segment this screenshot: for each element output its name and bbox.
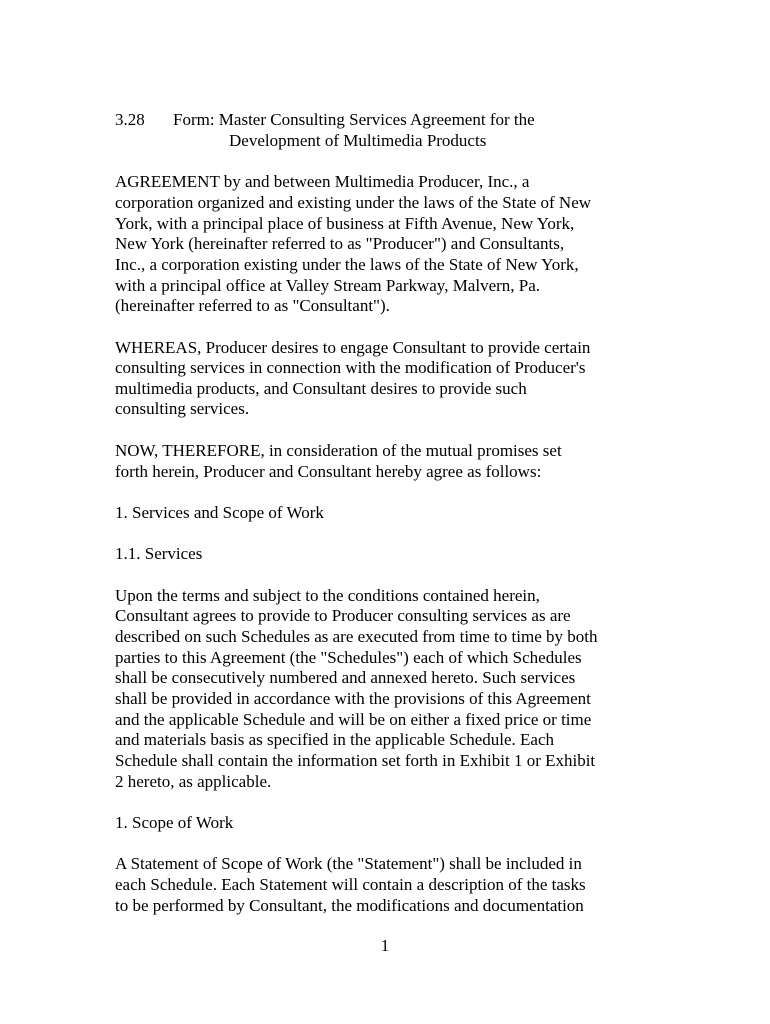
text-line: WHEREAS, Producer desires to engage Consultant to provide certain [115, 338, 591, 357]
text-line: corporation organized and existing under the laws of the State of New [115, 193, 592, 212]
text-line: shall be consecutively numbered and annexed hereto. Such services [115, 668, 576, 687]
section-number: 3.28 [115, 110, 145, 129]
text-line: New York (hereinafter referred to as "Producer") and Consultants, [115, 234, 565, 253]
text-line: described on such Schedules as are executed from time to time by both [115, 627, 598, 646]
document-title-line-1: Form: Master Consulting Services Agreement for the [173, 110, 535, 129]
text-line: Upon the terms and subject to the conditions contained herein, [115, 586, 540, 605]
text-line: (hereinafter referred to as "Consultant"). [115, 296, 390, 315]
text-line: multimedia products, and Consultant desires to provide such [115, 379, 527, 398]
section-1-1-title: 1.1. Services [115, 544, 203, 563]
text-line: to be performed by Consultant, the modifications and documentation [115, 896, 584, 915]
text-line: consulting services in connection with the modification of Producer's [115, 358, 586, 377]
page-number: 1 [380, 936, 390, 955]
document-title-line-2: Development of Multimedia Products [229, 131, 487, 150]
text-line: NOW, THEREFORE, in consideration of the mutual promises set [115, 441, 562, 460]
text-line: shall be provided in accordance with the provisions of this Agreement [115, 689, 591, 708]
text-line: parties to this Agreement (the "Schedules") each of which Schedules [115, 648, 582, 667]
text-line: and the applicable Schedule and will be on either a fixed price or time [115, 710, 592, 729]
text-line: with a principal office at Valley Stream Parkway, Malvern, Pa. [115, 276, 541, 295]
text-line: AGREEMENT by and between Multimedia Producer, Inc., a [115, 172, 530, 191]
text-line: Inc., a corporation existing under the laws of the State of New York, [115, 255, 579, 274]
scope-of-work-title: 1. Scope of Work [115, 813, 234, 832]
text-line: A Statement of Scope of Work (the "Statement") shall be included in [115, 854, 582, 873]
text-line: Schedule shall contain the information set forth in Exhibit 1 or Exhibit [115, 751, 596, 770]
text-line: York, with a principal place of business at Fifth Avenue, New York, [115, 214, 575, 233]
section-1-title: 1. Services and Scope of Work [115, 503, 324, 522]
text-line: and materials basis as specified in the applicable Schedule. Each [115, 730, 555, 749]
text-line: Consultant agrees to provide to Producer consulting services as are [115, 606, 571, 625]
text-line: each Schedule. Each Statement will contain a description of the tasks [115, 875, 586, 894]
text-line: forth herein, Producer and Consultant hereby agree as follows: [115, 462, 542, 481]
text-line: consulting services. [115, 399, 250, 418]
text-line: 2 hereto, as applicable. [115, 772, 272, 791]
